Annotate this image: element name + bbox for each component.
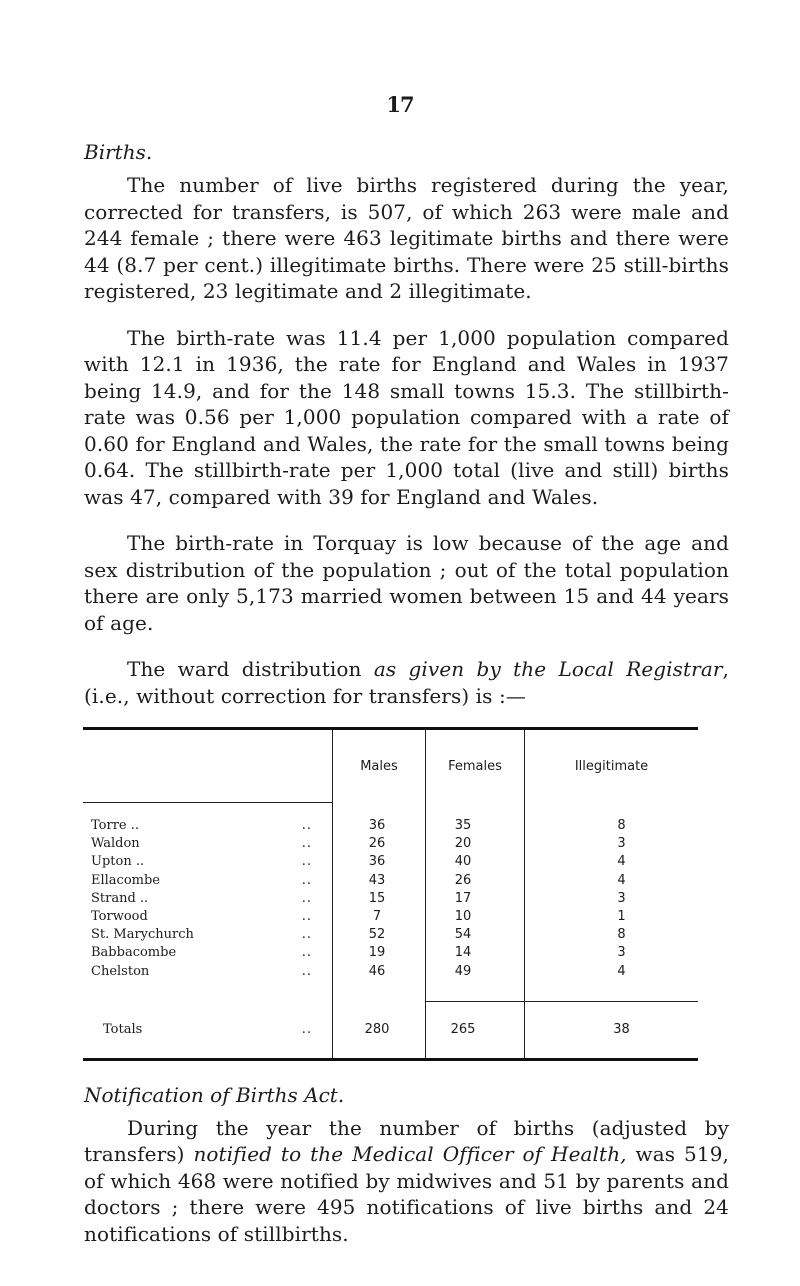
header-illegitimate: Illegitimate [525, 730, 699, 803]
ward-name: Torre .. [91, 818, 140, 833]
females-value: 10 [454, 909, 472, 925]
header-females: Females [426, 730, 525, 803]
illegitimate-value: 4 [617, 963, 626, 979]
females-value: 49 [454, 963, 472, 979]
illegitimate-value: 3 [617, 836, 626, 852]
ward-name: Upton .. [91, 854, 145, 870]
illegitimate-value: 3 [617, 945, 626, 961]
table-row [83, 817, 698, 835]
notification-section [84, 1083, 729, 1248]
birth-rate-paragraph: The birth-rate was 11.4 per 1,000 population compared with 12.1 in 1936, the rate for England and Wales in 1937 being 14.9, and for the 148 small towns 15.3. The stillbirth-rate was 0.56 per 1,000 population compared with a rate of 0.60 for England and Wales, the rate for the small towns being 0.64. The stillbirth-rate per 1,000 total (live and still) births was 47, compared with 39 for England and Wales. [84, 325, 729, 509]
notification-paragraph [84, 1115, 729, 1248]
females-value: 35 [454, 818, 472, 833]
ward-intro-italic: as given by the Local Registrar [373, 657, 723, 681]
notification-prefix: During the year the number of births (adjusted by transfers) [84, 1115, 729, 1167]
females-value: 14 [454, 945, 472, 961]
ward-name: Waldon [91, 836, 140, 852]
ward-intro-prefix: The ward distribution [127, 657, 374, 681]
males-value: 43 [368, 872, 386, 888]
illegitimate-value: 3 [617, 890, 626, 906]
females-value: 20 [454, 836, 472, 852]
illegitimate-value: 8 [617, 818, 626, 833]
females-value: 17 [454, 890, 472, 906]
table-row [83, 890, 698, 908]
males-value: 26 [368, 836, 386, 852]
births-paragraph-1: The number of live births registered during the year, corrected for transfers, is 507, of which 263 were male and 244 female ; there were 463 legitimate births and there were 44 (8.7 per cent.) illegitimate births. There were 25 still-births registered, 23 legitimate and 2 illegitimate. [84, 173, 729, 303]
ward-name: St. Marychurch [91, 927, 194, 943]
females-value: 26 [454, 872, 472, 888]
leader-dots: .. [301, 909, 312, 925]
illegitimate-value: 1 [617, 909, 626, 925]
total-females: 265 [450, 1022, 476, 1038]
males-value: 52 [368, 927, 386, 943]
table-row [83, 908, 698, 926]
table-row [83, 944, 698, 962]
leader-dots: .. [301, 836, 312, 852]
illegitimate-value: 4 [617, 872, 626, 888]
table-row [83, 853, 698, 871]
males-value: 36 [368, 854, 386, 870]
ward-intro-paragraph [84, 656, 729, 709]
ward-distribution-table [83, 727, 698, 1061]
totals-row [83, 1001, 698, 1058]
totals-label: Totals [103, 1022, 143, 1038]
leader-dots: .. [301, 890, 312, 906]
notification-suffix: was 519, of which 468 were notified by midwives and 51 by parents and doctors ; there were 495 notifications of live births and 24 notifications of stillbirths. [84, 1142, 729, 1246]
table-row [83, 963, 698, 981]
births-heading: Births. [84, 140, 153, 164]
males-value: 36 [368, 818, 386, 833]
total-illegitimate: 38 [613, 1022, 630, 1038]
leader-dots: .. [301, 927, 312, 943]
page-content [84, 140, 729, 1247]
illegitimate-value: 4 [617, 854, 626, 870]
leader-dots: .. [301, 945, 312, 961]
page-number: 17 [386, 92, 414, 117]
table-row [83, 872, 698, 890]
header-males: Males [333, 730, 426, 803]
ward-name: Strand .. [91, 890, 149, 906]
males-value: 7 [372, 909, 382, 925]
ward-name: Chelston [91, 963, 150, 979]
table-header-row [83, 730, 698, 803]
table-row [83, 835, 698, 853]
ward-name: Babbacombe [91, 945, 177, 961]
notification-italic: notified to the Medical Officer of Health, [193, 1142, 627, 1167]
leader-dots: .. [301, 872, 312, 888]
leader-dots: .. [301, 1022, 312, 1038]
notification-heading: Notification of Births Act. [84, 1082, 345, 1107]
ward-intro-suffix: , (i.e., without correction for transfers) is :— [84, 657, 729, 708]
males-value: 46 [368, 963, 386, 979]
leader-dots: .. [301, 854, 312, 870]
illegitimate-value: 8 [617, 927, 626, 943]
females-value: 40 [454, 854, 472, 870]
leader-dots: .. [301, 963, 312, 979]
torquay-paragraph: The birth-rate in Torquay is low because of the age and sex distribution of the population ; out of the total population there are only 5,173 married women between 15 and 44 years of age. [84, 531, 729, 635]
females-value: 54 [454, 927, 472, 943]
ward-name: Ellacombe [91, 872, 161, 888]
header-blank [83, 730, 333, 803]
leader-dots: .. [301, 818, 312, 833]
ward-name: Torwood [91, 909, 148, 925]
table-row [83, 926, 698, 944]
males-value: 15 [368, 890, 386, 906]
total-males: 280 [364, 1022, 390, 1038]
males-value: 19 [368, 945, 386, 961]
